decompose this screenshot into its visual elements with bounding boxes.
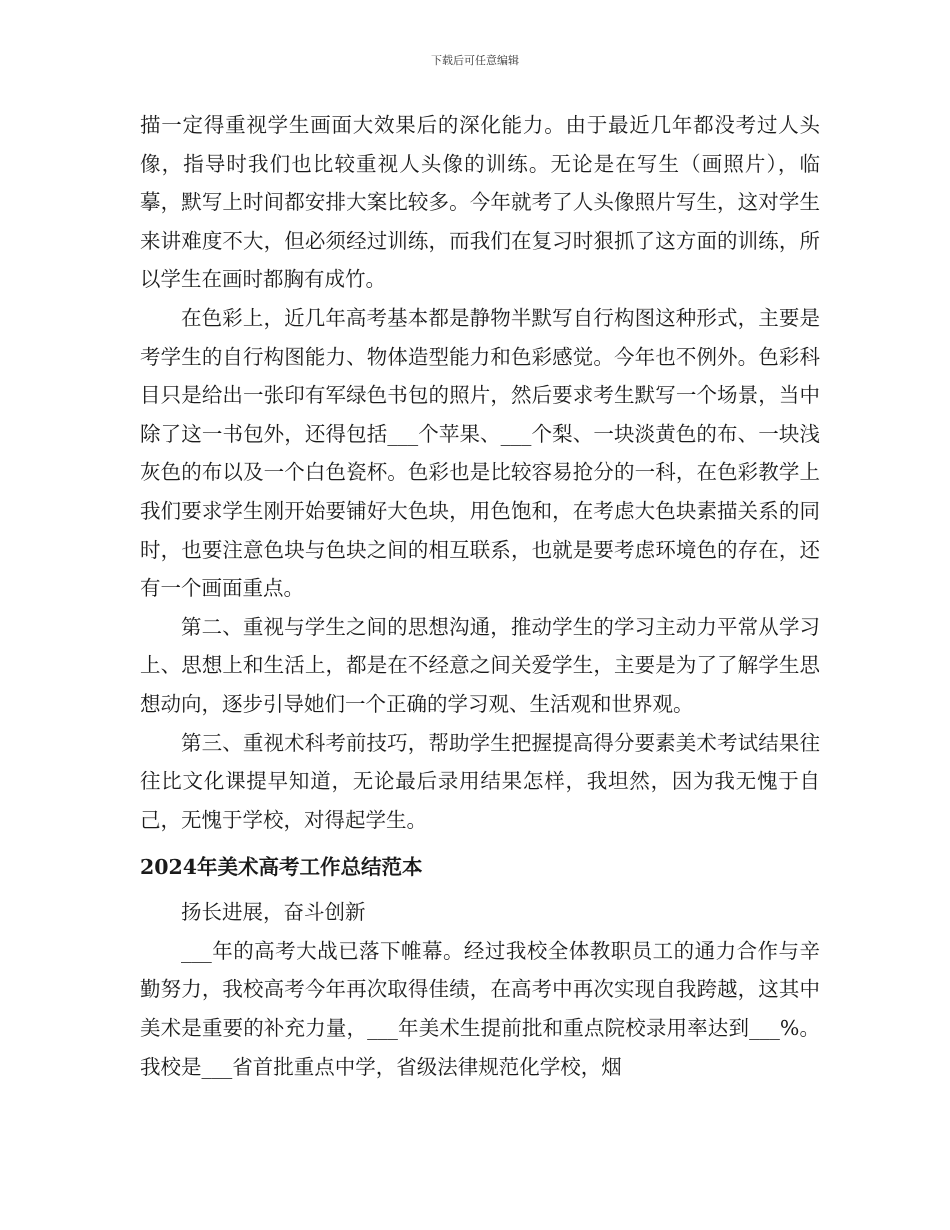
- paragraph-4: 第三、重视术科考前技巧，帮助学生把握提高得分要素美术考试结果往往比文化课提早知道，无论最后录用结果怎样，我坦然，因为我无愧于自己，无愧于学校，对得起学生。: [140, 730, 820, 832]
- paragraph-1: 描一定得重视学生画面大效果后的深化能力。由于最近几年都没考过人头像，指导时我们也比较重视人头像的训练。无论是在写生（画照片），临摹，默写上时间都安排大案比较多。今年就考了人头像照片写生，这对学生来讲难度不大，但必须经过训练，而我们在复习时狠抓了这方面的训练，所以学生在画时都胸有成竹。: [140, 113, 820, 292]
- paragraph-6: ___年的高考大战已落下帷幕。经过我校全体教职员工的通力合作与辛勤努力，我校高考今年再次取得佳绩，在高考中再次实现自我跨越，这其中美术是重要的补充力量，___年美术生提前批和重点院校录用率达到___%。我校是___省首批重点中学，省级法律规范化学校，烟: [140, 938, 820, 1079]
- page-header: 下载后可任意编辑: [431, 54, 519, 67]
- paragraph-5: 扬长进展，奋斗创新: [181, 900, 366, 925]
- paragraph-3: 第二、重视与学生之间的思想沟通，推动学生的学习主动力平常从学习上、思想上和生活上，都是在不经意之间关爱学生，主要是为了了解学生思想动向，逐步引导她们一个正确的学习观、生活观和世界观。: [140, 614, 820, 716]
- paragraph-2: 在色彩上，近几年高考基本都是静物半默写自行构图这种形式，主要是考学生的自行构图能力、物体造型能力和色彩感觉。今年也不例外。色彩科目只是给出一张印有军绿色书包的照片，然后要求考生默写一个场景，当中除了这一书包外，还得包括___个苹果、___个梨、一块淡黄色的布、一块浅灰色的布以及一个白色瓷杯。色彩也是比较容易抢分的一科，在色彩教学上我们要求学生刚开始要铺好大色块，用色饱和，在考虑大色块素描关系的同时，也要注意色块与色块之间的相互联系，也就是要考虑环境色的存在，还有一个画面重点。: [140, 305, 820, 601]
- section-title: 2024年美术高考工作总结范本: [140, 855, 423, 880]
- document-body: [140, 106, 820, 1086]
